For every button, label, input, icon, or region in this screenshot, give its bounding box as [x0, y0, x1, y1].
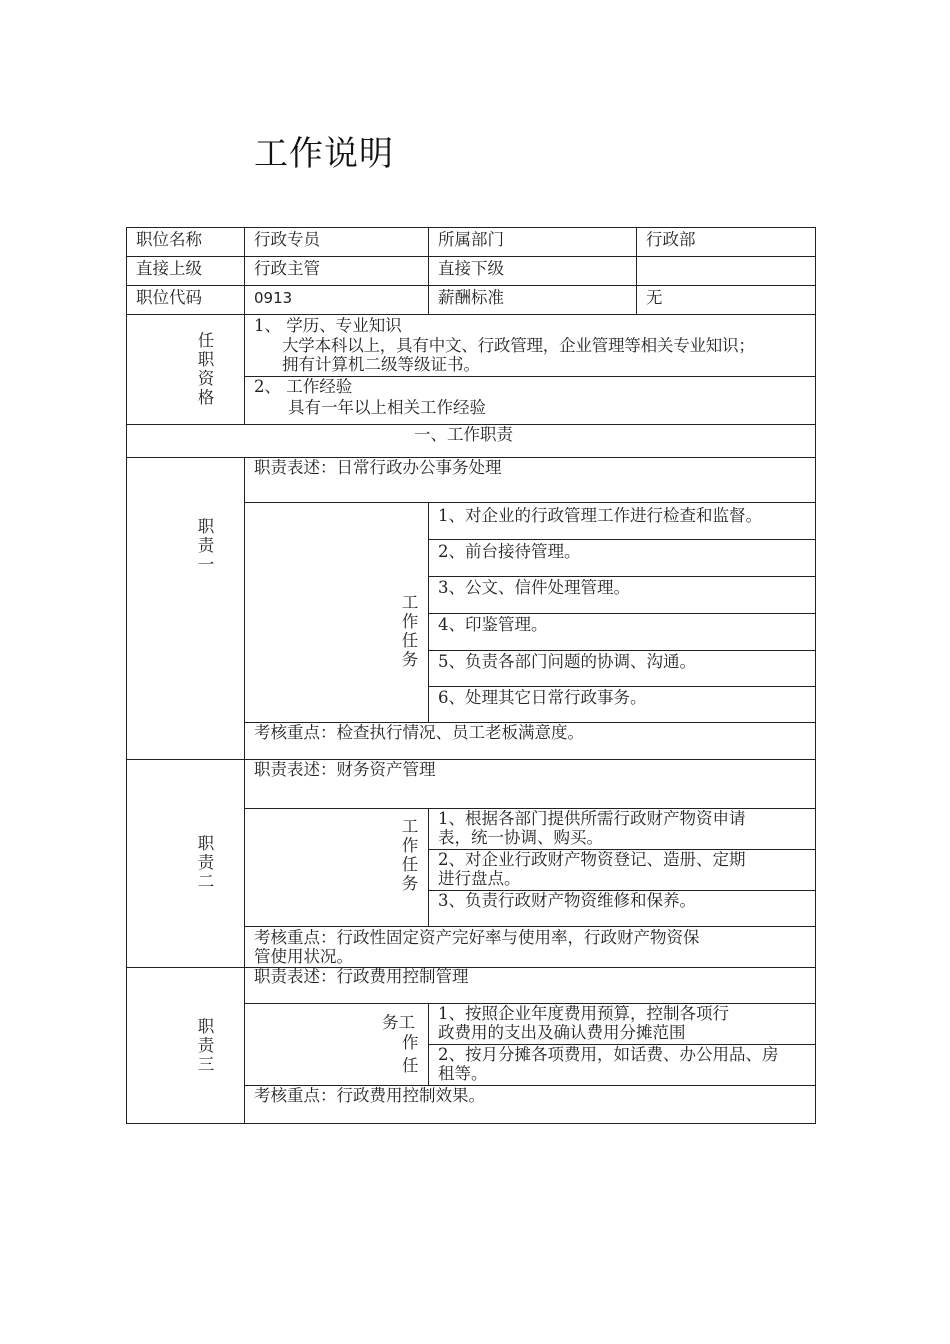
salary-value: 无: [646, 288, 663, 307]
duty-1-task-label: 工作任务: [401, 593, 419, 669]
row-divider: [126, 314, 816, 315]
duty-3-description: 职责表述：行政费用控制管理: [254, 967, 469, 986]
subordinate-label: 直接下级: [438, 259, 504, 278]
qualification-label: 任职资格: [197, 331, 215, 407]
code-label: 职位代码: [136, 288, 202, 307]
duty-2-task-1-line-1: 1、根据各部门提供所需行政财产物资申请: [438, 809, 746, 828]
table-border-right: [815, 227, 816, 1124]
position-name-value: 行政专员: [254, 230, 320, 249]
col-divider: [636, 227, 637, 314]
code-value: 0913: [254, 289, 293, 307]
col-divider: [428, 808, 429, 926]
duty-2-task-3: 3、负责行政财产物资维修和保养。: [438, 891, 696, 910]
position-name-label: 职位名称: [136, 230, 202, 249]
education-line-2: 拥有计算机二级等级证书。: [282, 355, 480, 374]
duty-1-task: 4、印鉴管理。: [438, 615, 548, 634]
superior-value: 行政主管: [254, 259, 320, 278]
department-value: 行政部: [646, 230, 696, 249]
row-divider: [126, 256, 816, 257]
duty-2-description: 职责表述：财务资产管理: [254, 760, 436, 779]
duty-2-task-label: 工作任务: [401, 817, 419, 893]
experience-title: 2、 工作经验: [254, 377, 353, 396]
duty-1-task: 3、公文、信件处理管理。: [438, 578, 630, 597]
duty-3-task-1-line-1: 1、按照企业年度费用预算，控制各项行: [438, 1004, 729, 1023]
duty-3-task-2-line-1: 2、按月分摊各项费用，如话费、办公用品、房: [438, 1045, 779, 1064]
row-divider: [126, 967, 816, 968]
education-line-1: 大学本科以上，具有中文、行政管理，企业管理等相关专业知识；: [282, 336, 755, 355]
table-border-top: [126, 227, 816, 228]
duty-1-task: 1、对企业的行政管理工作进行检查和监督。: [438, 506, 762, 525]
col-divider: [244, 314, 245, 424]
duty-3-task-label-2: 作: [402, 1033, 419, 1052]
col-divider: [244, 457, 245, 1123]
duty-1-description: 职责表述：日常行政办公事务处理: [254, 458, 502, 477]
col-divider: [428, 227, 429, 314]
row-divider: [428, 686, 816, 687]
education-title: 1、 学历、专业知识: [254, 316, 402, 335]
col-divider: [428, 502, 429, 722]
page-title: 工作说明: [254, 134, 394, 174]
duty-3-key-point: 考核重点：行政费用控制效果。: [254, 1086, 485, 1105]
row-divider: [428, 613, 816, 614]
duty-3-task-label-top: 务工: [382, 1013, 415, 1032]
duty-2-label: 职责二: [197, 834, 215, 891]
row-divider: [428, 576, 816, 577]
row-divider: [126, 759, 816, 760]
table-border-bottom: [126, 1123, 816, 1124]
duty-1-label: 职责一: [197, 517, 215, 574]
duty-2-task-2-line-1: 2、对企业行政财产物资登记、造册、定期: [438, 850, 746, 869]
duty-1-key-point: 考核重点：检查执行情况、员工老板满意度。: [254, 723, 584, 742]
duty-2-key-point-line-2: 管使用状况。: [254, 947, 353, 966]
row-divider: [428, 650, 816, 651]
duty-1-task: 5、负责各部门问题的协调、沟通。: [438, 652, 696, 671]
duty-2-task-2-line-2: 进行盘点。: [438, 869, 521, 888]
duty-2-task-1-line-2: 表，统一协调、购买。: [438, 828, 603, 847]
duty-3-label: 职责三: [197, 1017, 215, 1074]
duty-3-task-1-line-2: 政费用的支出及确认费用分摊范围: [438, 1023, 686, 1042]
row-divider: [244, 502, 816, 503]
duty-3-task-label-3: 任: [402, 1056, 419, 1075]
department-label: 所属部门: [438, 230, 504, 249]
row-divider: [126, 285, 816, 286]
table-border-left: [126, 227, 127, 1124]
row-divider: [428, 539, 816, 540]
section-header: 一、工作职责: [414, 425, 513, 444]
col-divider: [244, 227, 245, 314]
row-divider: [244, 926, 816, 927]
duty-3-task-2-line-2: 租等。: [438, 1064, 488, 1083]
job-description-table: [126, 227, 816, 1124]
salary-label: 薪酬标准: [438, 288, 504, 307]
superior-label: 直接上级: [136, 259, 202, 278]
experience-line-1: 具有一年以上相关工作经验: [288, 398, 486, 417]
duty-1-task: 2、前台接待管理。: [438, 542, 581, 561]
duty-1-task: 6、处理其它日常行政事务。: [438, 688, 647, 707]
duty-2-key-point-line-1: 考核重点：行政性固定资产完好率与使用率，行政财产物资保: [254, 928, 700, 947]
